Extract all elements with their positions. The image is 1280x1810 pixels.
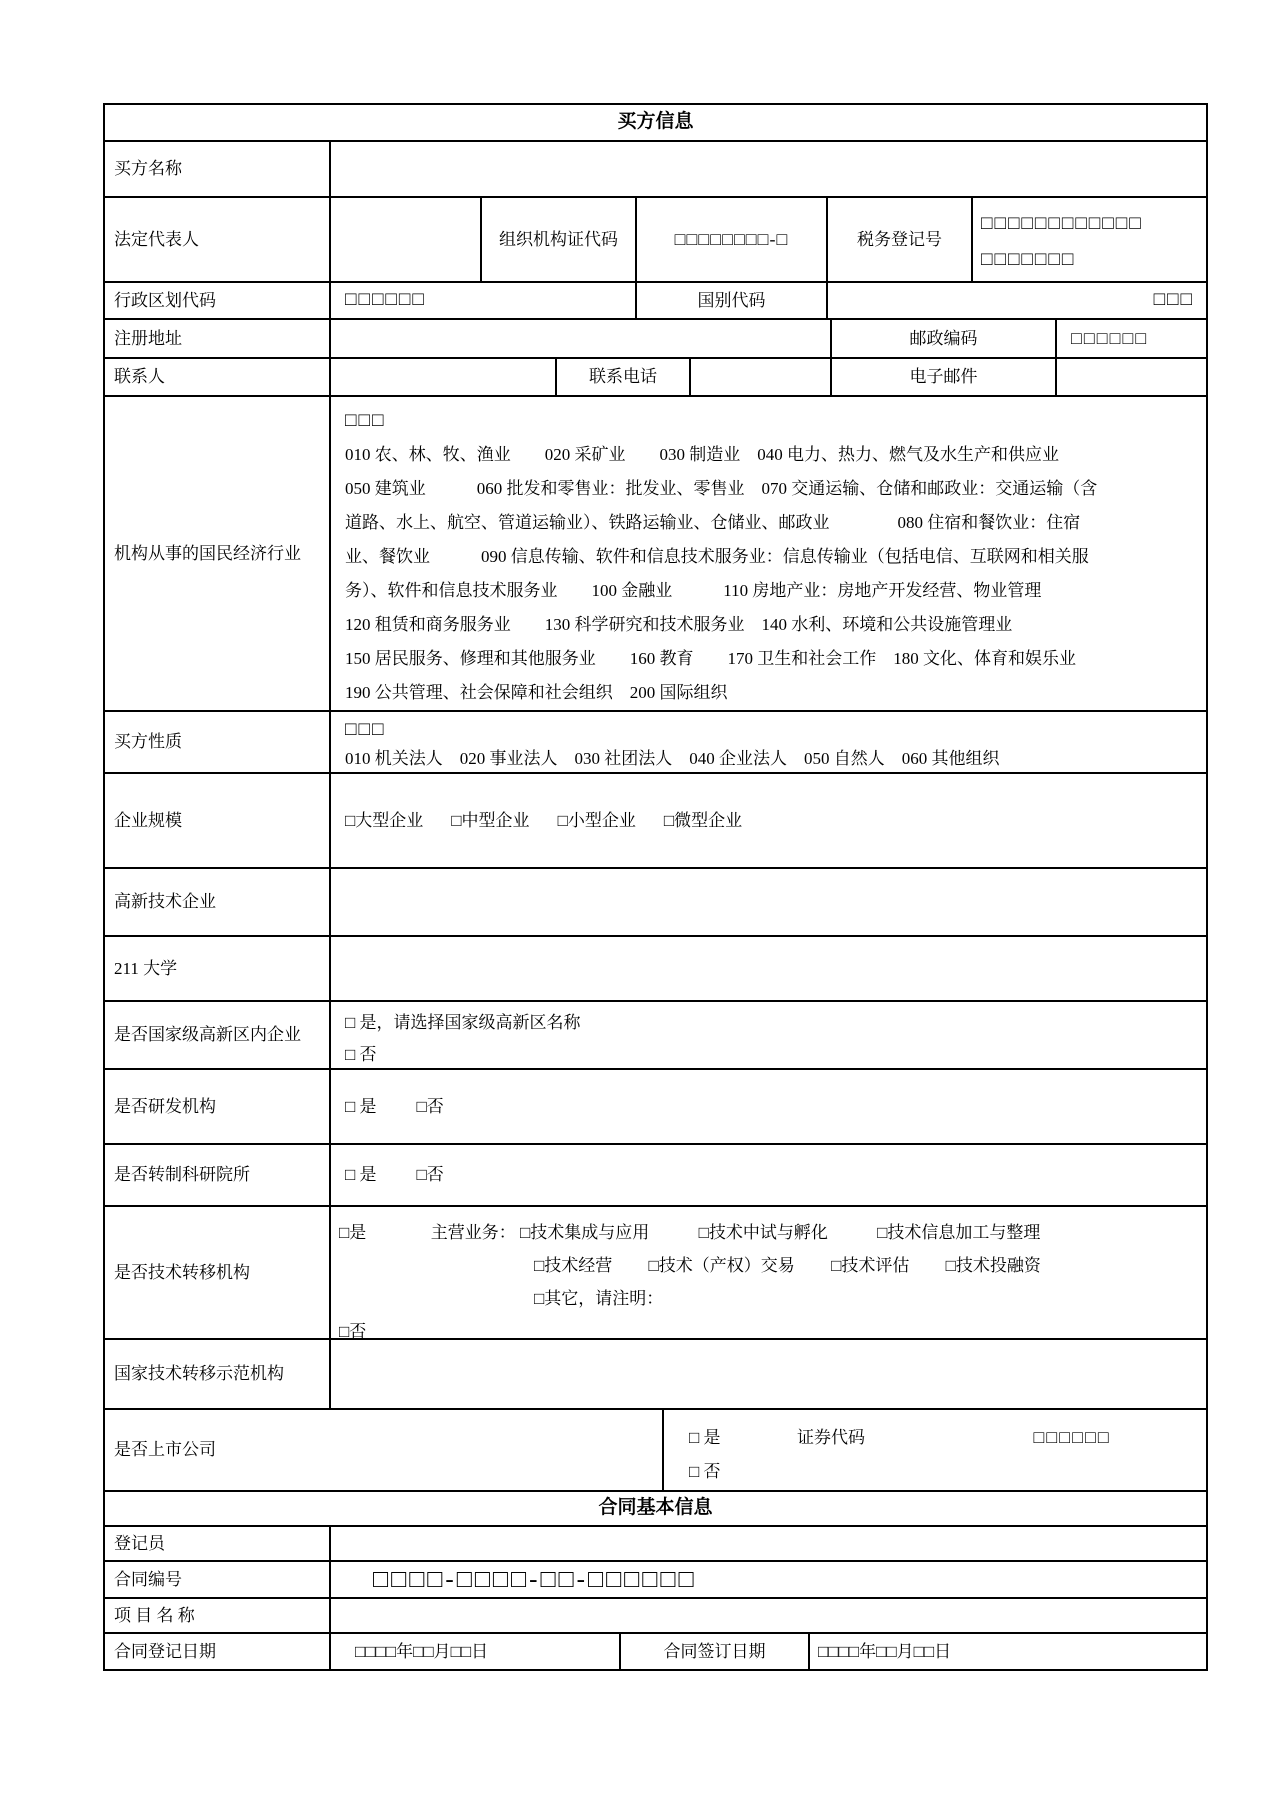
tech-transfer-label: 是否技术转移机构 <box>114 1262 250 1282</box>
univ211-field[interactable] <box>329 937 1206 1000</box>
legal-rep-field[interactable] <box>329 198 480 281</box>
tech-transfer-line2 <box>339 1249 1196 1282</box>
phone-field[interactable] <box>689 359 830 395</box>
hitech-zone-label: 是否国家级高新区内企业 <box>114 1025 301 1045</box>
industry-row <box>105 397 1206 712</box>
project-name-label: 项 目 名 称 <box>114 1605 195 1625</box>
buyer-nature-label: 买方性质 <box>114 732 182 752</box>
rnd-org-row <box>105 1070 1206 1145</box>
contract-section-title: 合同基本信息 <box>598 1497 713 1519</box>
postal-label: 邮政编码 <box>830 320 1055 357</box>
country-code-boxes-field[interactable]: □□□ <box>826 283 1206 318</box>
contact-row <box>105 359 1206 397</box>
checkbox-option-tech-integration[interactable]: □技术集成与应用 <box>520 1223 650 1242</box>
country-code-label: 国别代码 <box>635 283 826 318</box>
checkbox-option-scale-micro[interactable]: □微型企业 <box>663 810 743 830</box>
nature-code-boxes-field[interactable]: □□□ <box>345 719 386 740</box>
checkbox-option-transfer-other[interactable]: □其它，请注明： <box>534 1289 664 1308</box>
listed-company-row <box>105 1410 1206 1492</box>
industry-line: 120 租赁和商务服务业 130 科学研究和技术服务业 140 水利、环境和公共设施管理业 <box>345 615 1013 634</box>
checkbox-option-tech-investment[interactable]: □技术投融资 <box>945 1256 1041 1275</box>
buyer-section-title: 买方信息 <box>617 111 694 133</box>
checkbox-option-scale-medium[interactable]: □中型企业 <box>451 810 530 830</box>
demo-org-field[interactable] <box>329 1340 1206 1408</box>
listed-company-label: 是否上市公司 <box>114 1440 216 1460</box>
buyer-info-form <box>103 103 1208 1671</box>
hightech-enterprise-row <box>105 869 1206 937</box>
project-name-field[interactable] <box>329 1599 1206 1632</box>
phone-label: 联系电话 <box>555 359 689 395</box>
hitech-zone-row <box>105 1002 1206 1070</box>
email-field[interactable] <box>1055 359 1206 395</box>
rnd-org-label: 是否研发机构 <box>114 1096 216 1116</box>
checkbox-option-transfer-no[interactable]: □否 <box>339 1322 367 1338</box>
enterprise-scale-row <box>105 774 1206 869</box>
checkbox-option-transfer-yes[interactable]: □是 <box>339 1223 367 1242</box>
postal-boxes-field[interactable]: □□□□□□ <box>1055 320 1206 357</box>
industry-line: 道路、水上、航空、管道运输业）、铁路运输业、仓储业、邮政业 080 住宿和餐饮业：住宿 <box>345 513 1081 532</box>
checkbox-option-scale-small[interactable]: □小型企业 <box>557 810 636 830</box>
hightech-enterprise-label: 高新技术企业 <box>114 892 216 912</box>
enterprise-scale-label: 企业规模 <box>114 810 182 830</box>
listed-line2 <box>689 1455 1206 1489</box>
contract-reg-date-label: 合同登记日期 <box>114 1641 216 1661</box>
buyer-name-field[interactable] <box>329 142 1206 196</box>
rnd-org-options <box>329 1070 1206 1143</box>
contract-number-label: 合同编号 <box>114 1569 182 1589</box>
address-field[interactable] <box>329 320 830 357</box>
email-label: 电子邮件 <box>830 359 1055 395</box>
contract-number-row <box>105 1562 1206 1599</box>
demo-org-label: 国家技术转移示范机构 <box>114 1364 284 1384</box>
address-label: 注册地址 <box>114 328 182 348</box>
admin-code-boxes-field[interactable]: □□□□□□ <box>329 283 635 318</box>
industry-line: 务）、软件和信息技术服务业 100 金融业 110 房地产业：房地产开发经营、物业管理 <box>345 581 1042 600</box>
legal-rep-label: 法定代表人 <box>114 229 199 249</box>
industry-line: 010 农、林、牧、渔业 020 采矿业 030 制造业 040 电力、热力、燃气及水生产和供应业 <box>345 445 1059 464</box>
tech-transfer-line3 <box>339 1282 1196 1315</box>
buyer-nature-row <box>105 712 1206 774</box>
checkbox-option-tech-pilot-incubation[interactable]: □技术中试与孵化 <box>698 1223 828 1242</box>
admin-code-label: 行政区划代码 <box>114 290 216 310</box>
org-code-boxes-field[interactable]: □□□□□□□□-□ <box>635 198 826 281</box>
nature-options-line: 010 机关法人 020 事业法人 030 社团法人 040 企业法人 050 自然人 060 其他组织 <box>345 749 1000 768</box>
hitech-zone-options <box>329 1002 1206 1068</box>
legal-rep-row <box>105 198 1206 283</box>
securities-code-boxes-field[interactable]: □□□□□□ <box>1033 1427 1111 1447</box>
checkbox-option-listed-no[interactable]: □ 否 <box>689 1462 721 1481</box>
tech-transfer-line4 <box>339 1315 1196 1338</box>
contact-field[interactable] <box>329 359 555 395</box>
tech-transfer-row <box>105 1207 1206 1340</box>
univ211-row <box>105 937 1206 1002</box>
converted-institute-options <box>329 1145 1206 1205</box>
checkbox-option-converted-yes[interactable]: □ 是 <box>345 1165 377 1185</box>
contract-reg-date-boxes-field[interactable]: □□□□年□□月□□日 <box>329 1634 619 1669</box>
checkbox-option-tech-evaluation[interactable]: □技术评估 <box>831 1256 910 1275</box>
checkbox-option-tech-operation[interactable]: □技术经营 <box>534 1256 613 1275</box>
tax-boxes-line2[interactable]: □□□□□□□ <box>981 249 1076 270</box>
securities-code-label: 证券代码 <box>797 1428 866 1447</box>
converted-institute-label: 是否转制科研院所 <box>114 1165 250 1185</box>
tech-transfer-line1 <box>339 1216 1196 1249</box>
hightech-enterprise-field[interactable] <box>329 869 1206 935</box>
checkbox-option-rnd-yes[interactable]: □ 是 <box>345 1096 377 1116</box>
tax-reg-boxes-field[interactable] <box>971 198 1206 281</box>
checkbox-option-hitech-zone-no[interactable]: □ 否 <box>345 1045 377 1064</box>
buyer-nature-content <box>329 712 1206 772</box>
org-code-label: 组织机构证代码 <box>480 198 635 281</box>
contract-sign-date-label: 合同签订日期 <box>619 1634 808 1669</box>
checkbox-option-listed-yes[interactable]: □ 是 <box>689 1428 721 1447</box>
enterprise-scale-options <box>329 774 1206 867</box>
buyer-section-header-row <box>105 105 1206 142</box>
tech-transfer-options <box>329 1207 1206 1338</box>
industry-line: 150 居民服务、修理和其他服务业 160 教育 170 卫生和社会工作 180 文化、体育和娱乐业 <box>345 649 1076 668</box>
contract-sign-date-boxes-field[interactable]: □□□□年□□月□□日 <box>808 1634 1206 1669</box>
address-row <box>105 320 1206 359</box>
main-business-label: 主营业务： <box>430 1223 516 1242</box>
industry-line: 050 建筑业 060 批发和零售业：批发业、零售业 070 交通运输、仓储和邮政业：交通运输（含 <box>345 479 1098 498</box>
listed-line1 <box>689 1420 1206 1455</box>
industry-line: 业、餐饮业 090 信息传输、软件和信息技术服务业：信息传输业（包括电信、互联网和相关服 <box>345 547 1089 566</box>
contract-dates-row <box>105 1634 1206 1669</box>
industry-content <box>329 397 1206 710</box>
registrar-field[interactable] <box>329 1527 1206 1560</box>
industry-code-boxes-field[interactable]: □□□ <box>345 410 386 431</box>
demo-org-row <box>105 1340 1206 1410</box>
buyer-name-label: 买方名称 <box>114 159 182 179</box>
admin-code-row <box>105 283 1206 320</box>
univ211-label: 211 大学 <box>114 958 178 978</box>
project-name-row <box>105 1599 1206 1634</box>
contact-label: 联系人 <box>114 367 165 387</box>
checkbox-option-scale-large[interactable]: □大型企业 <box>345 810 424 830</box>
contract-section-header-row <box>105 1492 1206 1527</box>
registrar-label: 登记员 <box>114 1533 165 1553</box>
industry-label: 机构从事的国民经济行业 <box>114 543 301 563</box>
converted-institute-row <box>105 1145 1206 1207</box>
contract-number-boxes-field[interactable]: □□□□-□□□□-□□-□□□□□□ <box>329 1562 1206 1597</box>
checkbox-option-converted-no[interactable]: □否 <box>416 1165 444 1185</box>
checkbox-option-hitech-zone-yes[interactable]: □ 是，请选择国家级高新区名称 <box>345 1013 581 1032</box>
listed-company-options <box>662 1410 1206 1490</box>
checkbox-option-tech-property-trade[interactable]: □技术（产权）交易 <box>648 1256 795 1275</box>
registrar-row <box>105 1527 1206 1562</box>
checkbox-option-tech-info-processing[interactable]: □技术信息加工与整理 <box>877 1223 1041 1242</box>
industry-line: 190 公共管理、社会保障和社会组织 200 国际组织 <box>345 683 728 702</box>
tax-reg-label: 税务登记号 <box>826 198 971 281</box>
checkbox-option-rnd-no[interactable]: □否 <box>416 1096 444 1116</box>
buyer-name-row <box>105 142 1206 198</box>
tax-boxes-line1[interactable]: □□□□□□□□□□□□ <box>981 213 1143 234</box>
